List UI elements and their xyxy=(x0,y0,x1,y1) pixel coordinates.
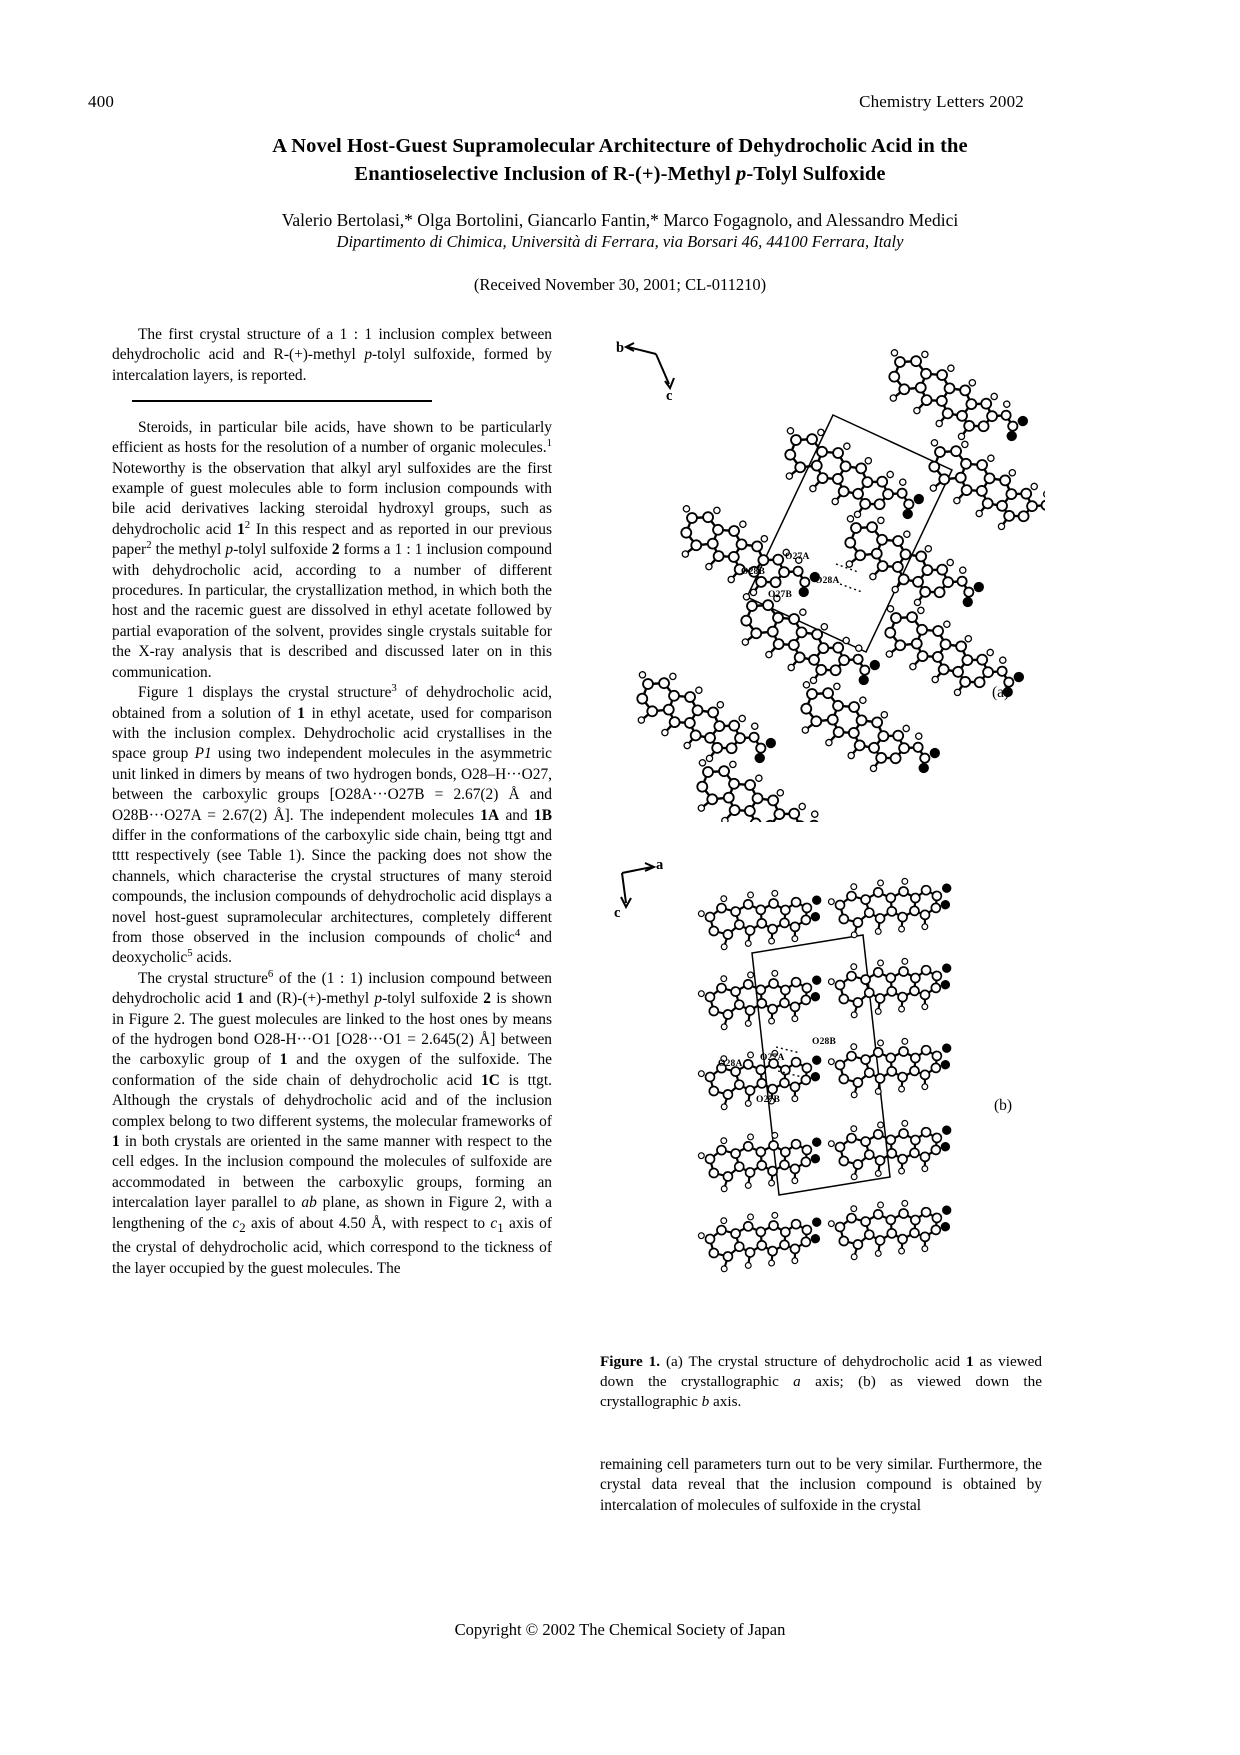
title-line-2a: Enantioselective Inclusion of R-(+)-Methyl xyxy=(354,163,736,185)
p3-sub-1: 2 xyxy=(239,1220,246,1235)
caption-bold-1: 1 xyxy=(966,1353,974,1370)
p3-s1: The crystal structure xyxy=(138,969,268,987)
p3-s6: and the oxygen of the sulfoxide. The conformation of the side chain of dehydrocholic acid xyxy=(112,1051,552,1089)
figure-panel-b xyxy=(600,847,1045,1327)
figure-1 xyxy=(600,322,1045,1332)
affiliation: Dipartimento di Chimica, Università di Ferrara, via Borsari 46, 44100 Ferrara, Italy xyxy=(336,232,904,251)
p3-sub-2: 1 xyxy=(497,1220,504,1235)
abstract-text-a: The first crystal structure of a 1 : 1 inclusion complex between dehydrocholic acid and R-(+)-methyl xyxy=(112,326,552,364)
p3-s9: plane, as shown in Figure 2, with a lengthening of the xyxy=(112,1194,552,1232)
p1-s4: the methyl xyxy=(151,541,226,559)
page-number: 400 xyxy=(88,92,115,111)
p2-italic-1: P1 xyxy=(194,745,212,763)
atom-label-o27a-b: O27A xyxy=(760,1053,785,1063)
atom-label-o28a: O28A xyxy=(815,576,840,586)
left-column xyxy=(112,325,552,1279)
p2-ref-2: 4 xyxy=(514,926,521,939)
running-head xyxy=(88,92,1024,112)
axis-label-c-b: c xyxy=(614,905,621,921)
atom-label-o28b-b: O28B xyxy=(812,1037,837,1047)
crystal-structure-b-graphic xyxy=(600,847,1045,1327)
figure-caption xyxy=(600,1352,1042,1413)
p3-italic-1: p xyxy=(374,990,383,1008)
p1-s5: -tolyl sulfoxide xyxy=(233,541,332,559)
body-paragraph-2 xyxy=(112,683,552,969)
body-paragraph-3 xyxy=(112,969,552,1279)
section-divider xyxy=(132,400,432,402)
atom-label-o28a-b: O28A xyxy=(718,1059,743,1069)
p2-ref-1: 3 xyxy=(391,681,397,694)
body-paragraph-1 xyxy=(112,418,552,683)
p1-bold-1: 1 xyxy=(237,520,245,538)
p2-s2: of dehydrocholic acid, obtained from a solution of xyxy=(112,684,552,722)
p1-ref-2: 2 xyxy=(244,518,251,531)
p1-s1: Steroids, in particular bile acids, have shown to be particularly efficient as hosts for the resolution of a number of organic molecules. xyxy=(112,418,552,457)
p1-bold-2: 2 xyxy=(331,541,340,559)
p3-s2: of the (1 : 1) inclusion compound between dehydrocholic acid xyxy=(112,969,552,1008)
p3-s4: -tolyl sulfoxide xyxy=(382,990,484,1008)
p3-bold-5: 1 xyxy=(112,1133,120,1151)
caption-t2: as viewed down the crystallographic xyxy=(600,1353,1042,1391)
received-date: (Received November 30, 2001; CL-011210) xyxy=(473,275,767,294)
caption-t4: axis. xyxy=(709,1393,742,1411)
panel-a-label: (a) xyxy=(992,684,1010,701)
title-line-1: A Novel Host-Guest Supramolecular Architecture of Dehydrocholic Acid in the xyxy=(272,135,968,157)
abstract xyxy=(112,325,552,386)
atom-label-o27b: O27B xyxy=(768,590,793,600)
atom-label-o28b: O28B xyxy=(741,567,766,577)
p1-s2: Noteworthy is the observation that alkyl aryl sulfoxides are the first example of guest molecules able to form inclusion compounds with bile acid derivatives lacking steroidal hydroxyl groups, such as dehydrocholic acid xyxy=(112,459,552,538)
p2-s8: acids. xyxy=(192,949,232,967)
p2-s6: differ in the conformations of the carboxylic side chain, being ttgt and tttt respectively (see Table 1). Since the packing does not show the channels, which characterise the crystal structures of many steroid compounds, the inclusion compounds of dehydrocholic acid displays a novel host-guest supramolecular architectures, completely different from those observed in the inclusion compounds of cholic xyxy=(112,826,552,946)
p2-ref-3: 5 xyxy=(187,947,193,960)
axis-arrows-a xyxy=(626,343,674,388)
atom-label-o27a: O27A xyxy=(785,552,810,562)
p3-s3: and (R)-(+)-methyl xyxy=(243,990,375,1008)
p3-s11: axis of the crystal of dehydrocholic acid, which correspond to the tickness of the layer occupied by the guest molecules. The xyxy=(112,1214,553,1277)
p2-s4: using two independent molecules in the asymmetric unit linked in dimers by means of two hydrogen bonds, O28–H···O27, between the carboxylic groups [O28A···O27B = 2.67(2) Å and O28B···O27A = 2.67(2) Å]. The independent molecules xyxy=(112,745,553,824)
p3-italic-3: c xyxy=(232,1214,240,1232)
p2-s1: Figure 1 displays the crystal structure xyxy=(138,684,392,702)
journal-name: Chemistry Letters 2002 xyxy=(859,92,1024,111)
p3-italic-4: c xyxy=(490,1214,498,1232)
p3-s8: in both crystals are oriented in the same manner with respect to the cell edges. In the inclusion compound the molecules of sulfoxide are accommodated in between the carboxylic groups, forming an intercalation layer parallel to xyxy=(112,1133,552,1212)
caption-t3: axis; (b) as viewed down the crystallographic xyxy=(600,1373,1042,1411)
title-line-2b: -Tolyl Sulfoxide xyxy=(746,163,886,185)
p1-italic-1: p xyxy=(225,541,234,559)
title-italic-p: p xyxy=(735,163,747,185)
p1-ref-1: 1 xyxy=(546,437,552,450)
right-column-continuation xyxy=(600,1455,1042,1516)
p2-s5: and xyxy=(499,806,535,824)
axis-label-b: b xyxy=(616,340,625,356)
panel-b-label: (b) xyxy=(994,1097,1013,1114)
p3-s5: is shown in Figure 2. The guest molecules are linked to the host ones by means of the hydrogen bond O28-H···O1 [O28···O1 = 2.645(2) Å] between the carboxylic group of xyxy=(112,990,552,1069)
p3-bold-1: 1 xyxy=(236,990,244,1008)
axis-arrows-b xyxy=(621,863,654,907)
p2-bold-2: 1A xyxy=(480,806,500,824)
caption-t1: (a) The crystal structure of dehydrocholic acid xyxy=(660,1353,967,1370)
p3-bold-3: 1 xyxy=(279,1051,288,1069)
body-paragraph-4: remaining cell parameters turn out to be very similar. Furthermore, the crystal data reveal that the inclusion compound is obtained by intercalation of molecules of sulfoxide in the crystal xyxy=(600,1456,1042,1514)
caption-italic-b: b xyxy=(701,1393,710,1411)
abstract-italic-p: p xyxy=(364,346,373,364)
hydrogen-bonds-a xyxy=(836,564,862,592)
p2-s7: and deoxycholic xyxy=(112,928,552,967)
axis-label-a: a xyxy=(656,857,664,873)
p2-bold-1: 1 xyxy=(297,704,305,722)
copyright-line: Copyright © 2002 The Chemical Society of Japan xyxy=(454,1620,786,1639)
axis-label-c: c xyxy=(666,388,673,404)
p3-bold-4: 1C xyxy=(481,1071,500,1089)
abstract-text-b: -tolyl sulfoxide, formed by intercalation layers, is reported. xyxy=(112,346,552,384)
caption-italic-a: a xyxy=(793,1373,801,1391)
figure-number: Figure 1. xyxy=(600,1353,661,1370)
p3-s7: is ttgt. Although the crystals of dehydrocholic acid and of the inclusion complex belong to two different systems, the molecular frameworks of xyxy=(112,1071,552,1130)
p2-bold-3: 1B xyxy=(534,806,553,824)
figure-panel-a xyxy=(600,322,1045,822)
p2-s3: in ethyl acetate, used for comparison with the inclusion complex. Dehydrocholic acid crystallises in the space group xyxy=(112,704,552,763)
p1-s3: In this respect and as reported in our previous paper xyxy=(112,520,552,559)
p1-ref-3: 2 xyxy=(146,539,152,552)
page-title xyxy=(120,132,1120,188)
author-list: Valerio Bertolasi,* Olga Bortolini, Giancarlo Fantin,* Marco Fogagnolo, and Alessandro Medici xyxy=(281,210,959,230)
p3-s10: axis of about 4.50 Å, with respect to xyxy=(245,1214,491,1232)
p1-s6: forms a 1 : 1 inclusion compound with dehydrocholic acid, according to a number of different procedures. In particular, the crystallization method, in which both the host and the racemic guest are dissolved in ethyl acetate followed by partial evaporation of the solvent, provides single crystals suitable for the X-ray analysis that is described and discussed later on in this communication. xyxy=(112,541,552,681)
p3-italic-2: ab xyxy=(301,1194,317,1212)
p3-bold-2: 2 xyxy=(483,990,491,1008)
p3-ref-1: 6 xyxy=(267,967,274,980)
atom-label-o27b-b: O27B xyxy=(756,1095,781,1105)
